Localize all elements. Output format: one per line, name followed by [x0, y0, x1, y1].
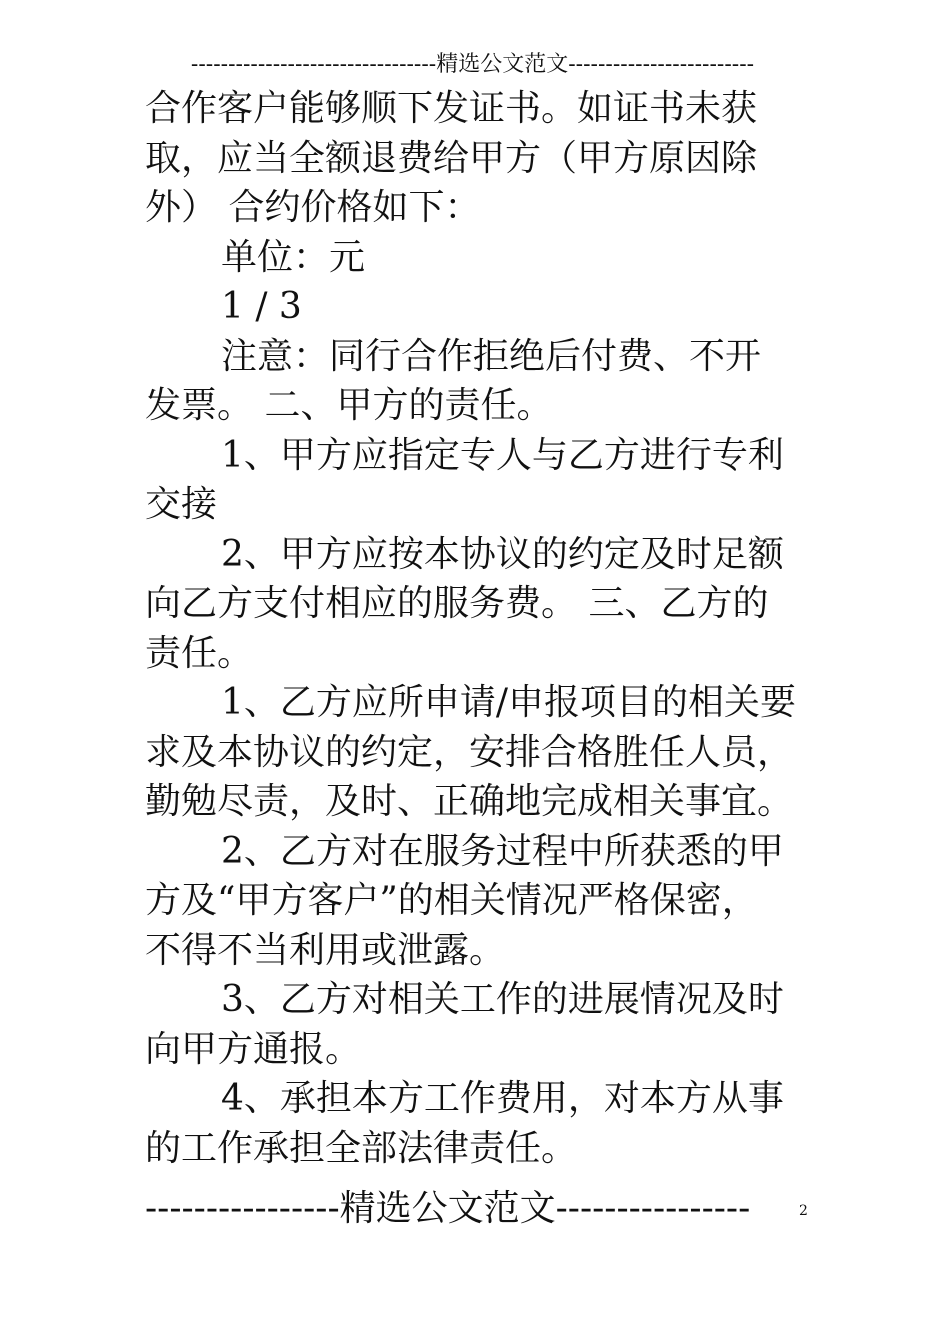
text-line: 注意：同行合作拒绝后付费、不开 [221, 335, 762, 377]
text-line: 2、甲方应按本协议的约定及时足额 [221, 533, 784, 575]
page-header: ---------------------------------精选公文范文------------------------- [190, 52, 755, 77]
page-number: 2 [799, 1203, 808, 1219]
document-body [145, 84, 825, 1173]
text-line: 交接 [145, 484, 218, 525]
text-line: 发票。 二、甲方的责任。 [145, 385, 553, 426]
text-line: 合作客户能够顺下发证书。如证书未获 [145, 88, 758, 129]
text-line: 外） 合约价格如下： [145, 187, 481, 228]
text-line: 取，应当全额退费给甲方（甲方原因除 [145, 137, 758, 179]
text-line: 3、乙方对相关工作的进展情况及时 [221, 979, 784, 1020]
text-line: 不得不当利用或泄露。 [145, 929, 506, 971]
text-line: 方及“甲方客户”的相关情况严格保密， [145, 880, 758, 921]
text-line: 2、乙方对在服务过程中所获悉的甲 [221, 830, 784, 872]
text-line: 向甲方通报。 [145, 1028, 362, 1070]
text-line: 1、乙方应所申请/申报项目的相关要 [221, 682, 797, 723]
text-line: 求及本协议的约定，安排合格胜任人员， [145, 731, 794, 773]
text-line: 责任。 [145, 632, 254, 674]
text-line: 4、承担本方工作费用，对本方从事 [221, 1078, 784, 1119]
page-footer: ----------------精选公文范文---------------- [145, 1188, 751, 1229]
text-line: 1、甲方应指定专人与乙方进行专利 [221, 434, 784, 476]
text-line: 勤勉尽责，及时、正确地完成相关事宜。 [145, 781, 794, 822]
text-line: 单位：元 [221, 236, 366, 278]
text-line: 的工作承担全部法律责任。 [145, 1127, 578, 1169]
text-line: 向乙方支付相应的服务费。 三、乙方的 [145, 583, 769, 624]
text-line: 1 / 3 [221, 286, 302, 327]
